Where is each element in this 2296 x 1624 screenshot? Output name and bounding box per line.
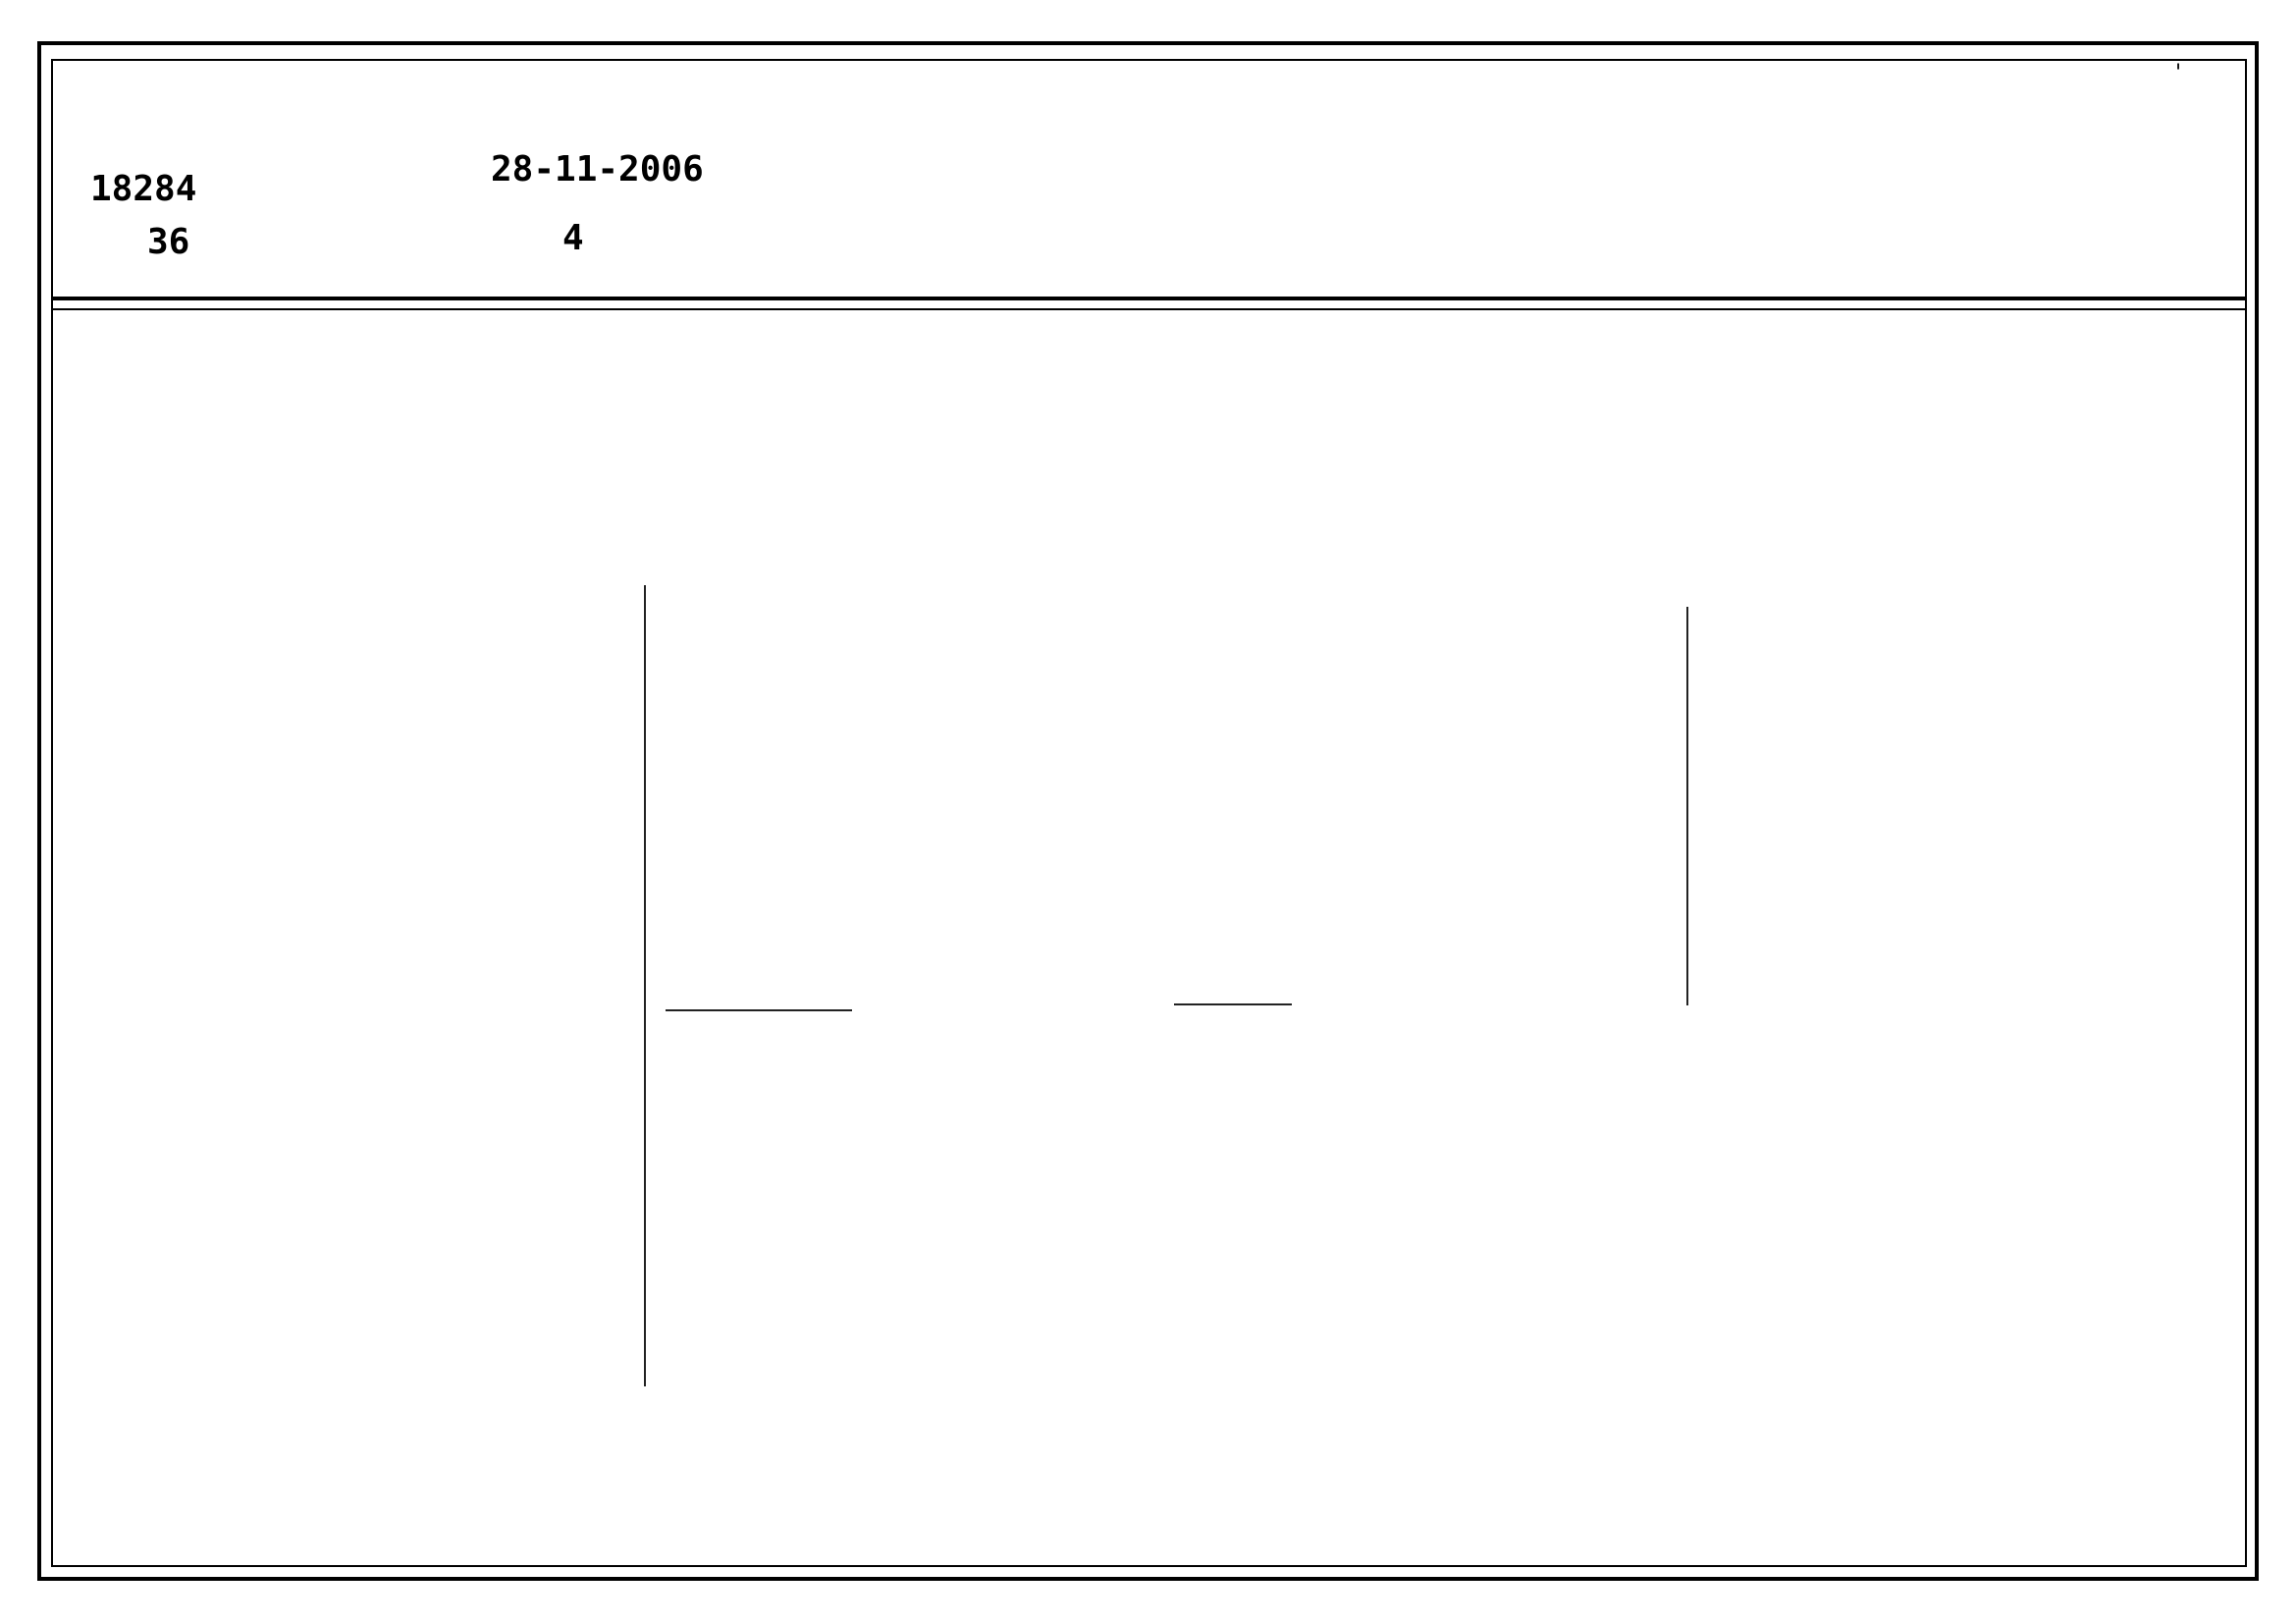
issue-value: 18284 bbox=[90, 169, 197, 209]
column-bottom-rule-right bbox=[1174, 1003, 1292, 1005]
serial-value: 36 bbox=[147, 222, 190, 262]
column-divider-right bbox=[1686, 607, 1688, 1005]
header-divider bbox=[51, 297, 2247, 310]
corner-mark: ' bbox=[2175, 61, 2182, 85]
date-value: 28-11-2006 bbox=[491, 149, 704, 189]
column-divider-left bbox=[644, 585, 646, 1386]
page-inner-border bbox=[51, 59, 2247, 1567]
pages-value: 4 bbox=[562, 218, 584, 258]
column-bottom-rule-middle bbox=[666, 1009, 852, 1011]
